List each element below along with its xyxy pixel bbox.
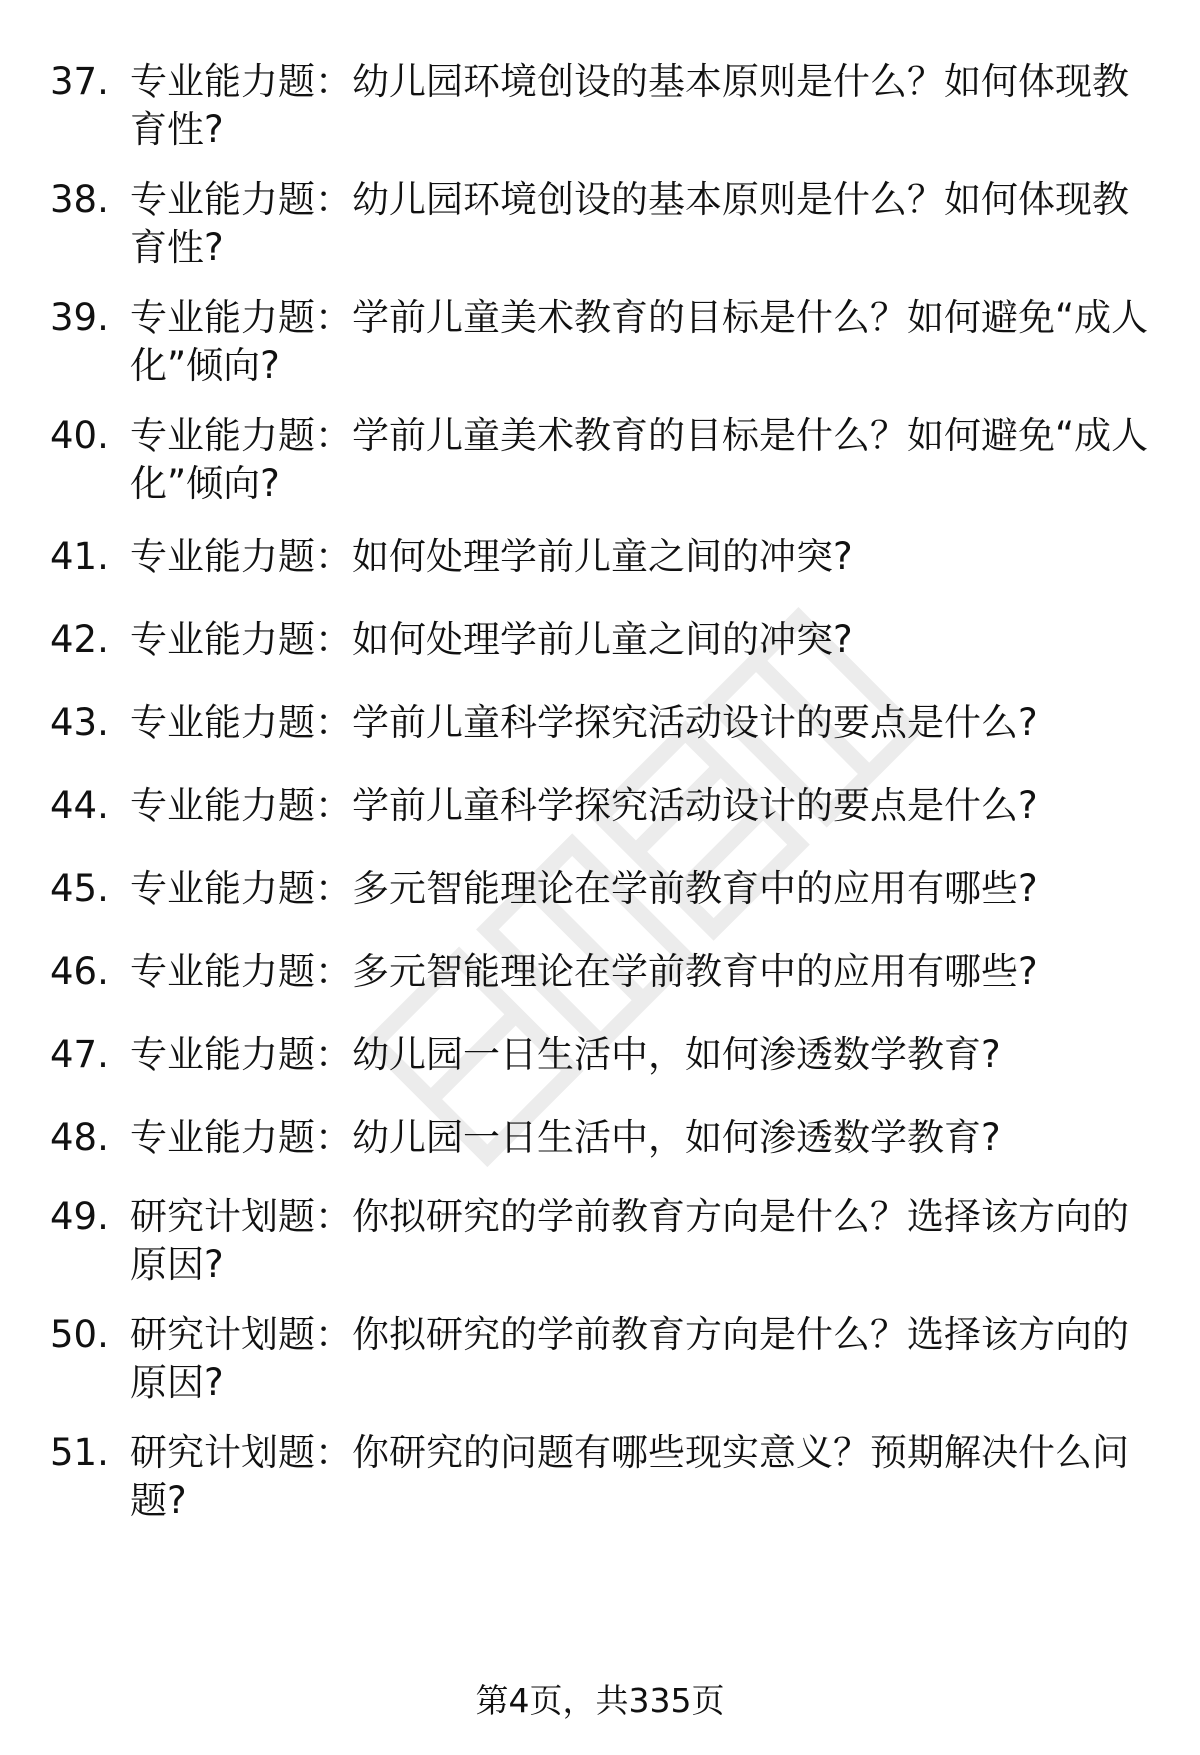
question-number: 40.	[50, 414, 109, 457]
question-item	[50, 865, 1150, 913]
question-text: 专业能力题：如何处理学前儿童之间的冲突?	[130, 535, 853, 578]
question-item	[50, 1031, 1150, 1079]
question-number: 38.	[50, 178, 109, 221]
question-text: 专业能力题：多元智能理论在学前教育中的应用有哪些?	[130, 867, 1038, 910]
question-text: 专业能力题：如何处理学前儿童之间的冲突?	[130, 618, 853, 661]
question-item	[50, 176, 1150, 272]
question-number: 49.	[50, 1195, 109, 1238]
question-text: 专业能力题：学前儿童美术教育的目标是什么？如何避免“成人化”倾向?	[130, 414, 1149, 505]
question-item	[50, 294, 1150, 390]
question-item	[50, 1114, 1150, 1162]
question-number: 51.	[50, 1431, 109, 1474]
question-item	[50, 1429, 1150, 1525]
question-number: 41.	[50, 535, 109, 578]
question-number: 45.	[50, 867, 109, 910]
question-text: 研究计划题：你研究的问题有哪些现实意义？预期解决什么问题?	[130, 1431, 1129, 1522]
question-number: 39.	[50, 296, 109, 339]
question-item	[50, 1311, 1150, 1407]
question-number: 42.	[50, 618, 109, 661]
question-list	[50, 58, 1150, 1525]
question-number: 44.	[50, 784, 109, 827]
question-item	[50, 782, 1150, 830]
question-item	[50, 699, 1150, 747]
question-text: 专业能力题：幼儿园环境创设的基本原则是什么？如何体现教育性?	[130, 178, 1129, 269]
question-number: 50.	[50, 1313, 109, 1356]
question-text: 专业能力题：学前儿童科学探究活动设计的要点是什么?	[130, 784, 1038, 827]
question-number: 48.	[50, 1116, 109, 1159]
question-text: 专业能力题：幼儿园环境创设的基本原则是什么？如何体现教育性?	[130, 60, 1129, 151]
question-number: 47.	[50, 1033, 109, 1076]
question-text: 专业能力题：幼儿园一日生活中，如何渗透数学教育?	[130, 1033, 1001, 1076]
question-item	[50, 533, 1150, 581]
question-item	[50, 412, 1150, 508]
question-text: 专业能力题：多元智能理论在学前教育中的应用有哪些?	[130, 950, 1038, 993]
question-number: 37.	[50, 60, 109, 103]
question-item	[50, 948, 1150, 996]
question-number: 46.	[50, 950, 109, 993]
question-text: 专业能力题：学前儿童美术教育的目标是什么？如何避免“成人化”倾向?	[130, 296, 1149, 387]
question-item	[50, 616, 1150, 664]
question-item	[50, 58, 1150, 154]
page-number-footer: 第4页，共335页	[475, 1681, 725, 1720]
question-text: 研究计划题：你拟研究的学前教育方向是什么？选择该方向的原因?	[130, 1195, 1129, 1286]
question-number: 43.	[50, 701, 109, 744]
question-item	[50, 1193, 1150, 1289]
question-text: 专业能力题：幼儿园一日生活中，如何渗透数学教育?	[130, 1116, 1001, 1159]
question-text: 专业能力题：学前儿童科学探究活动设计的要点是什么?	[130, 701, 1038, 744]
question-text: 研究计划题：你拟研究的学前教育方向是什么？选择该方向的原因?	[130, 1313, 1129, 1404]
